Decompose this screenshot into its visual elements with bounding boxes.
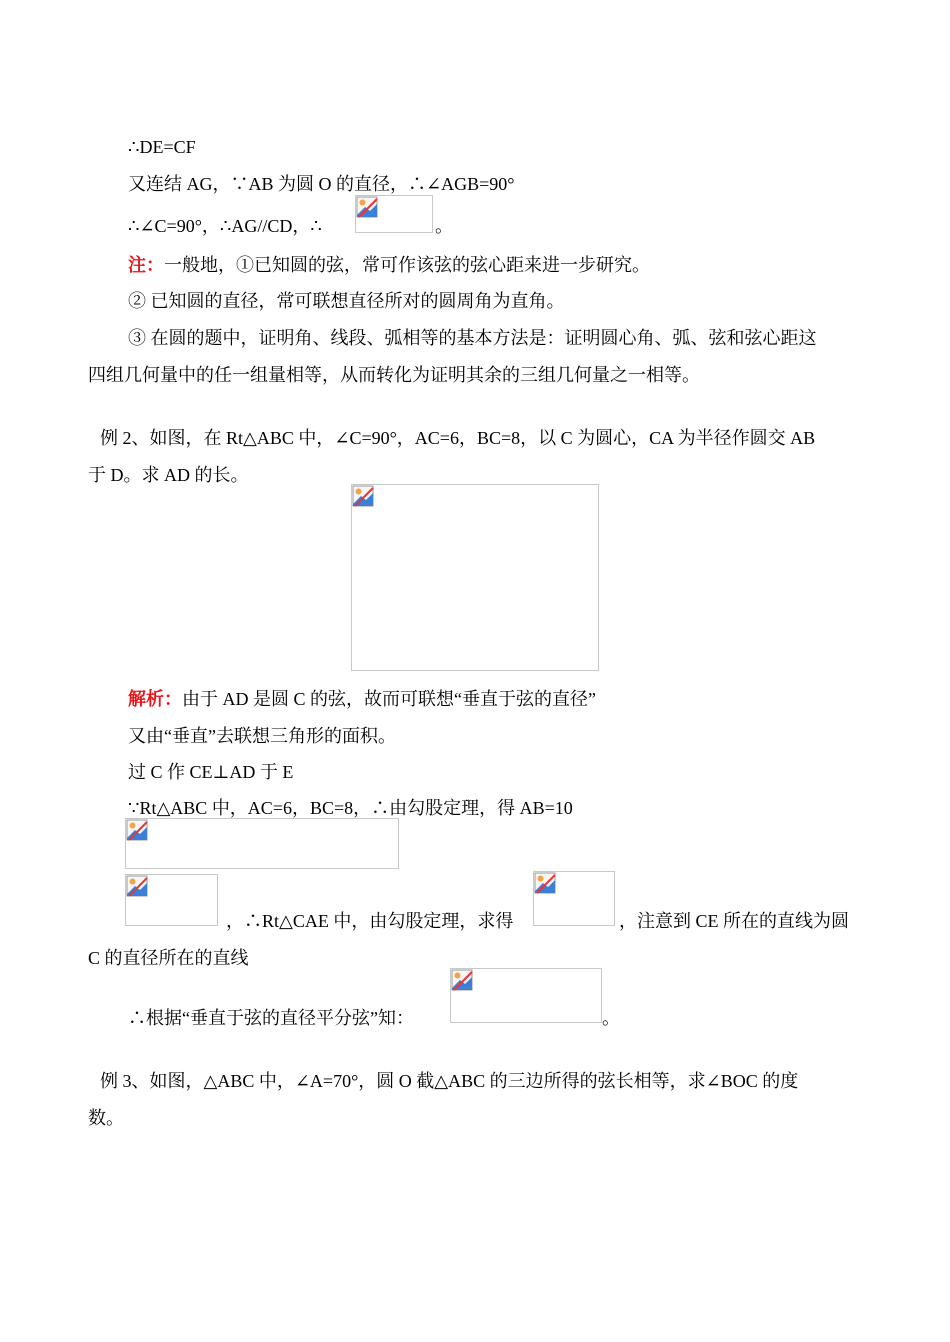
solution-line-5-continued: ，注意到 CE 所在的直线为圆 [619,911,849,931]
figure-image-example-2 [351,484,599,671]
example-2-question-continued: 于 D。求 AD 的长。 [88,465,249,485]
broken-image-icon [126,819,148,841]
solution-label: 解析： [128,689,182,709]
solution-line-7: ∴根据“垂直于弦的直径平分弦”知： [128,1008,414,1028]
formula-image-3 [125,874,218,926]
text-line-ag-diameter: 又连结 AG，∵AB 为圆 O 的直径，∴∠AGB=90° [128,174,515,194]
formula-image-5 [450,968,602,1023]
solution-line-4: ∵Rt△ABC 中，AC=6，BC=8，∴由勾股定理，得 AB=10 [128,798,573,818]
solution-line-6: C 的直径所在的直线 [88,948,249,968]
formula-image-2 [125,818,399,869]
text-line-de-cf: ∴DE=CF [128,137,196,157]
solution-line-2: 又由“垂直”去联想三角形的面积。 [128,726,396,746]
example-2-question: 例 2、如图，在 Rt△ABC 中，∠C=90°，AC=6，BC=8，以 C 为圆心，CA 为半径作圆交 AB [100,428,816,448]
text-line-ag-parallel-cd: ∴∠C=90°，∴AG//CD，∴ [128,216,322,236]
note-line-2: ② 已知圆的直径，常可联想直径所对的圆周角为直角。 [128,291,565,311]
example-3-question: 例 3、如图，△ABC 中，∠A=70°，圆 O 截△ABC 的三边所得的弦长相等，求∠BOC 的度 [100,1071,799,1091]
broken-image-icon [451,969,473,991]
broken-image-icon [534,872,556,894]
note-line-3-continued: 四组几何量中的任一组量相等，从而转化为证明其余的三组几何量之一相等。 [88,365,700,385]
broken-image-icon [356,196,378,218]
text-period: 。 [435,216,453,236]
note-line-3: ③ 在圆的题中，证明角、线段、弧相等的基本方法是：证明圆心角、弧、弦和弦心距这 [128,328,817,348]
solution-line-3: 过 C 作 CE⊥AD 于 E [128,762,294,782]
solution-text-1: 由于 AD 是圆 C 的弦，故而可联想“垂直于弦的直径” [182,689,596,709]
formula-image-1 [355,195,433,233]
note-line-1 [128,253,650,277]
solution-line-5: ，∴Rt△CAE 中，由勾股定理，求得 [226,911,514,931]
formula-image-4 [533,871,615,926]
note-text-1: 一般地，①已知圆的弦，常可作该弦的弦心距来进一步研究。 [164,255,650,275]
solution-line-1 [128,687,596,711]
broken-image-icon [126,875,148,897]
broken-image-icon [352,485,374,507]
example-3-question-continued: 数。 [88,1108,124,1128]
note-label: 注： [128,255,164,275]
text-period-2: 。 [602,1008,620,1028]
